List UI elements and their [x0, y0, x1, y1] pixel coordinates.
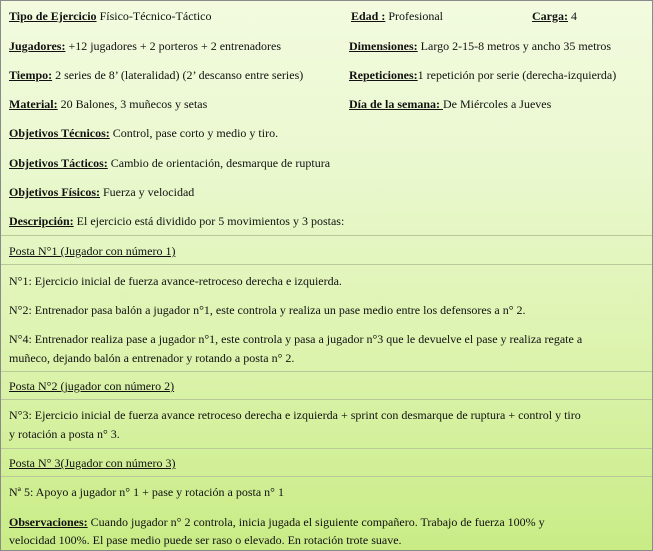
- tiempo-value: 2 series de 8’ (lateralidad) (2’ descanso entre series): [52, 68, 304, 82]
- carga-value: 4: [568, 9, 577, 23]
- descripcion-value: El ejercicio está dividido por 5 movimientos y 3 postas:: [73, 214, 345, 228]
- material-row: [9, 97, 207, 111]
- dia-label: Día de la semana:: [349, 97, 443, 111]
- observaciones-value-line2: velocidad 100%. El pase medio puede ser raso o elevado. En rotación trote suave.: [9, 533, 402, 547]
- tipo-row: [9, 9, 212, 23]
- descripcion-row: [9, 214, 344, 228]
- obj-fisicos-row: [9, 185, 194, 199]
- observaciones-row: [9, 515, 545, 529]
- separator: [1, 371, 652, 372]
- dimensiones-label: Dimensiones:: [349, 39, 418, 53]
- carga-row: [532, 9, 577, 23]
- obj-tacticos-value: Cambio de orientación, desmarque de ruptura: [107, 156, 331, 170]
- material-label: Material:: [9, 97, 58, 111]
- n1-text: N°1: Ejercicio inicial de fuerza avance-retroceso derecha e izquierda.: [9, 274, 342, 288]
- n3-text-line1: N°3: Ejercicio inicial de fuerza avance retroceso derecha e izquierda + sprint con desmarque de ruptura + control y tiro: [9, 408, 581, 422]
- dia-value: De Miércoles a Jueves: [443, 97, 552, 111]
- edad-value: Profesional: [385, 9, 444, 23]
- separator: [1, 264, 652, 265]
- edad-label: Edad :: [351, 9, 386, 23]
- n2-text: N°2: Entrenador pasa balón a jugador n°1, este controla y realiza un pase medio entre los defensores a n° 2.: [9, 303, 526, 317]
- n5-text: Nª 5: Apoyo a jugador n° 1 + pase y rotación a posta n° 1: [9, 485, 284, 499]
- dia-row: [349, 97, 551, 111]
- tipo-label: Tipo de Ejercicio: [9, 9, 97, 23]
- repeticiones-row: [349, 68, 616, 82]
- obj-tacticos-row: [9, 156, 330, 170]
- repeticiones-value: 1 repetición por serie (derecha-izquierda): [417, 68, 617, 82]
- n3-text-line2: y rotación a posta n° 3.: [9, 427, 120, 441]
- posta-1-heading: Posta N°1 (Jugador con número 1): [9, 244, 176, 258]
- obj-tacticos-label: Objetivos Tácticos:: [9, 156, 108, 170]
- tiempo-row: [9, 68, 303, 82]
- edad-row: [351, 9, 443, 23]
- tipo-value: Físico-Técnico-Táctico: [96, 9, 212, 23]
- obj-tecnicos-label: Objetivos Técnicos:: [9, 126, 110, 140]
- descripcion-label: Descripción:: [9, 214, 74, 228]
- jugadores-row: [9, 39, 281, 53]
- separator: [1, 235, 652, 236]
- separator: [1, 448, 652, 449]
- observaciones-label: Observaciones:: [9, 515, 88, 529]
- carga-label: Carga:: [532, 9, 568, 23]
- posta-2-heading: Posta N°2 (jugador con número 2): [9, 379, 175, 393]
- obj-tecnicos-value: Control, pase corto y medio y tiro.: [109, 126, 279, 140]
- posta-3-heading: Posta N° 3(Jugador con número 3): [9, 456, 176, 470]
- dimensiones-row: [349, 39, 611, 53]
- n4-text-line2: muñeco, dejando balón a entrenador y rotando a posta n° 2.: [9, 351, 295, 365]
- n4-text-line1: N°4: Entrenador realiza pase a jugador n°1, este controla y pasa a jugador n°3 que le devuelve el pase y realiza regate a: [9, 332, 583, 346]
- obj-fisicos-value: Fuerza y velocidad: [100, 185, 195, 199]
- jugadores-label: Jugadores:: [9, 39, 66, 53]
- separator: [1, 476, 652, 477]
- observaciones-value-line1: Cuando jugador n° 2 controla, inicia jugada el siguiente compañero. Trabajo de fuerza 100% y: [87, 515, 545, 529]
- obj-fisicos-label: Objetivos Físicos:: [9, 185, 100, 199]
- repeticiones-label: Repeticiones:: [349, 68, 418, 82]
- tiempo-label: Tiempo:: [9, 68, 53, 82]
- separator: [1, 399, 652, 400]
- material-value: 20 Balones, 3 muñecos y setas: [57, 97, 208, 111]
- dimensiones-value: Largo 2-15-8 metros y ancho 35 metros: [417, 39, 612, 53]
- jugadores-value: +12 jugadores + 2 porteros + 2 entrenadores: [65, 39, 282, 53]
- obj-tecnicos-row: [9, 126, 278, 140]
